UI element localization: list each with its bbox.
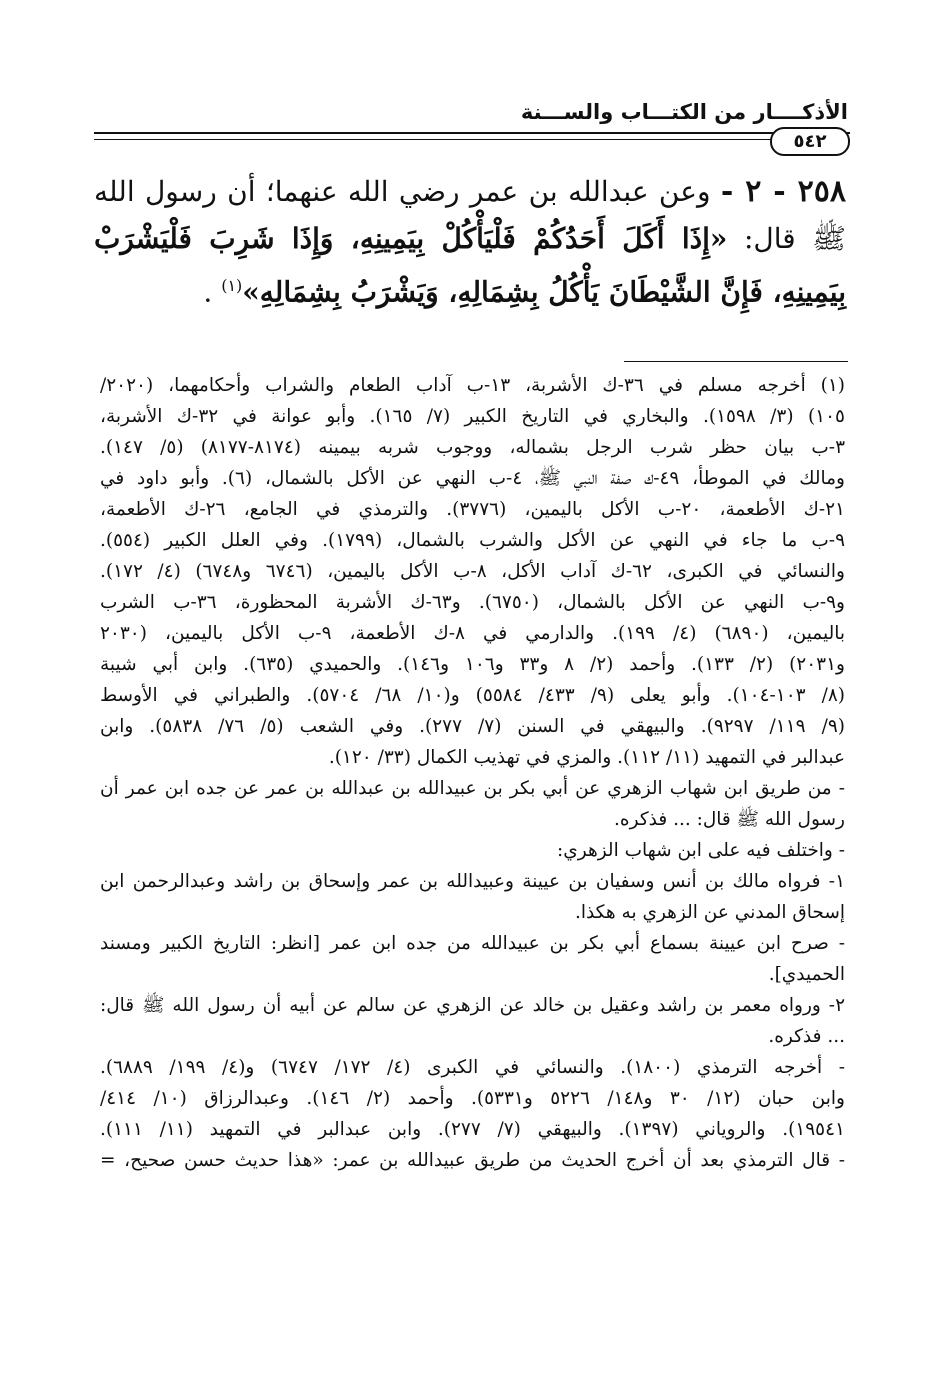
footnote-line: باليمين، (٦٨٩٠) (٤/ ١٩٩). والدارمي في ٨-ك الأطعمة، ٩-ب الأكل باليمين، (٢٠٣٠ [100,623,846,644]
footnote-line: ٢- ورواه معمر بن راشد وعقيل بن خالد عن الزهري عن سالم عن أبيه أن رسول الله ﷺ قال: [100,995,845,1016]
page-header [94,96,850,156]
footnote-line: الحميدي]. [768,964,845,985]
hadith-intro: وعن عبدالله بن عمر رضي الله عنهما؛ أن رسول الله ﷺ قال: [94,175,847,255]
running-title: الأذكــــار من الكتـــاب والســـنة [520,100,848,124]
footnote-line: و٢٠٣١) (٢/ ١٣٣). وأحمد (٢/ ٨ و٣٣ و١٠٦ و١٤٦). والحميدي (٦٣٥). وابن أبي شيبة [100,654,845,675]
footnote-line: - أخرجه الترمذي (١٨٠٠). والنسائي في الكبرى (٤/ ١٧٢/ ٦٧٤٧) و(٤/ ١٩٩/ ٦٨٨٩). [100,1057,846,1078]
hadith-end: . [203,275,213,309]
footnote-line: ٢١-ك الأطعمة، ٢٠-ب الأكل باليمين، (٣٧٧٦). والترمذي في الجامع، ٢٦-ك الأطعمة، [100,499,845,520]
footnote-line: وابن حبان (١٢/ ٣٠ و١٤٨/ ٥٢٢٦ و٥٣٣١). وأحمد (٢/ ١٤٦). وعبدالرزاق (١٠/ ٤١٤/ [100,1088,845,1109]
hadith-text: «إِذَا أَكَلَ أَحَدُكُمْ فَلْيَأْكُلْ بِيَمِينِهِ، وَإِذَا شَرِبَ فَلْيَشْرَبْ بِيَمِينِهِ، فَإِنَّ الشَّيْطَانَ يَأْكُلُ بِشِمَالِهِ، وَيَشْرَبُ بِشِمَالِهِ» [94,222,846,309]
footnote-line: ١٩٥٤١). والروياني (١٣٩٧). والبيهقي (٧/ ٢٧٧). وابن عبدالبر في التمهيد (١١/ ١١١). [100,1119,845,1140]
footnote-reference: (١) [221,276,243,295]
footnote-line: ١٠٥) (٣/ ١٥٩٨). والبخاري في التاريخ الكبير (٧/ ١٦٥). وأبو عوانة في ٣٢-ك الأشربة، [100,406,845,427]
footnote-line: ٩-ب ما جاء في النهي عن الأكل والشرب بالشمال، (١٧٩٩). وفي العلل الكبير (٥٥٤). [100,530,845,551]
page-number: ٥٤٢ [770,127,850,156]
footnote-line: و٩-ب النهي عن الأكل بالشمال، (٦٧٥٠). و٦٣-ك الأشربة المحظورة، ٣٦-ب الشرب [100,592,845,613]
footnote-line: رسول الله ﷺ قال: ... فذكره. [614,809,845,830]
hadith-paragraph [94,168,846,315]
hadith-number: ٢٥٨ - ٢ - [720,174,846,209]
footnote-line: - واختلف فيه على ابن شهاب الزهري: [557,840,845,861]
footnote-line: عبدالبر في التمهيد (١١/ ١١٢). والمزي في تهذيب الكمال (٣٣/ ١٢٠). [328,747,845,768]
footnote-line: (٩/ ١١٩/ ٩٢٩٧). والبيهقي في السنن (٧/ ٢٧٧). وفي الشعب (٥/ ٧٦/ ٥٨٣٨). وابن [100,716,845,737]
footnote-line: ١- فرواه مالك بن أنس وسفيان بن عيينة وعبيدالله بن عمر وإسحاق بن راشد وعبدالرحمن ابن [100,871,845,892]
footnote-line: ... فذكره. [768,1026,845,1047]
footnote-line: (٨/ ١٠٣-١٠٤). وأبو يعلى (٩/ ٤٣٣/ ٥٥٨٤) و(١٠/ ٦٨/ ٥٧٠٤). والطبراني في الأوسط [100,685,846,706]
footnote-line: ومالك في الموطأ، ٤٩-ك صفة النبي ﷺ، ٤-ب النهي عن الأكل بالشمال، (٦). وأبو داود في [100,468,845,489]
header-rule-thin [94,139,850,140]
footnote-line: إسحاق المدني عن الزهري به هكذا. [574,902,845,923]
footnote-line: - من طريق ابن شهاب الزهري عن أبي بكر بن عبيدالله بن عبدالله بن عمر عن جده ابن عمر أن [100,778,845,799]
header-rule [94,132,850,134]
footnote-separator [624,361,848,362]
footnote-line: - صرح ابن عيينة بسماع أبي بكر بن عبيدالله من جده ابن عمر [انظر: التاريخ الكبير ومسند [100,933,845,954]
footnote-line: - قال الترمذي بعد أن أخرج الحديث من طريق عبيدالله بن عمر: «هذا حديث حسن صحيح، = [100,1150,845,1171]
footnote [100,370,845,1176]
footnote-line: (١) أخرجه مسلم في ٣٦-ك الأشربة، ١٣-ب آداب الطعام والشراب وأحكامهما، (٢٠٢٠/ [100,375,845,396]
footnote-line: والنسائي في الكبرى، ٦٢-ك آداب الأكل، ٨-ب الأكل باليمين، (٦٧٤٦ و٦٧٤٨) (٤/ ١٧٢). [100,561,845,582]
footnote-line: ٣-ب بيان حظر شرب الرجل بشماله، ووجوب شربه بيمينه (٨١٧٤-٨١٧٧) (٥/ ١٤٧). [100,437,845,458]
